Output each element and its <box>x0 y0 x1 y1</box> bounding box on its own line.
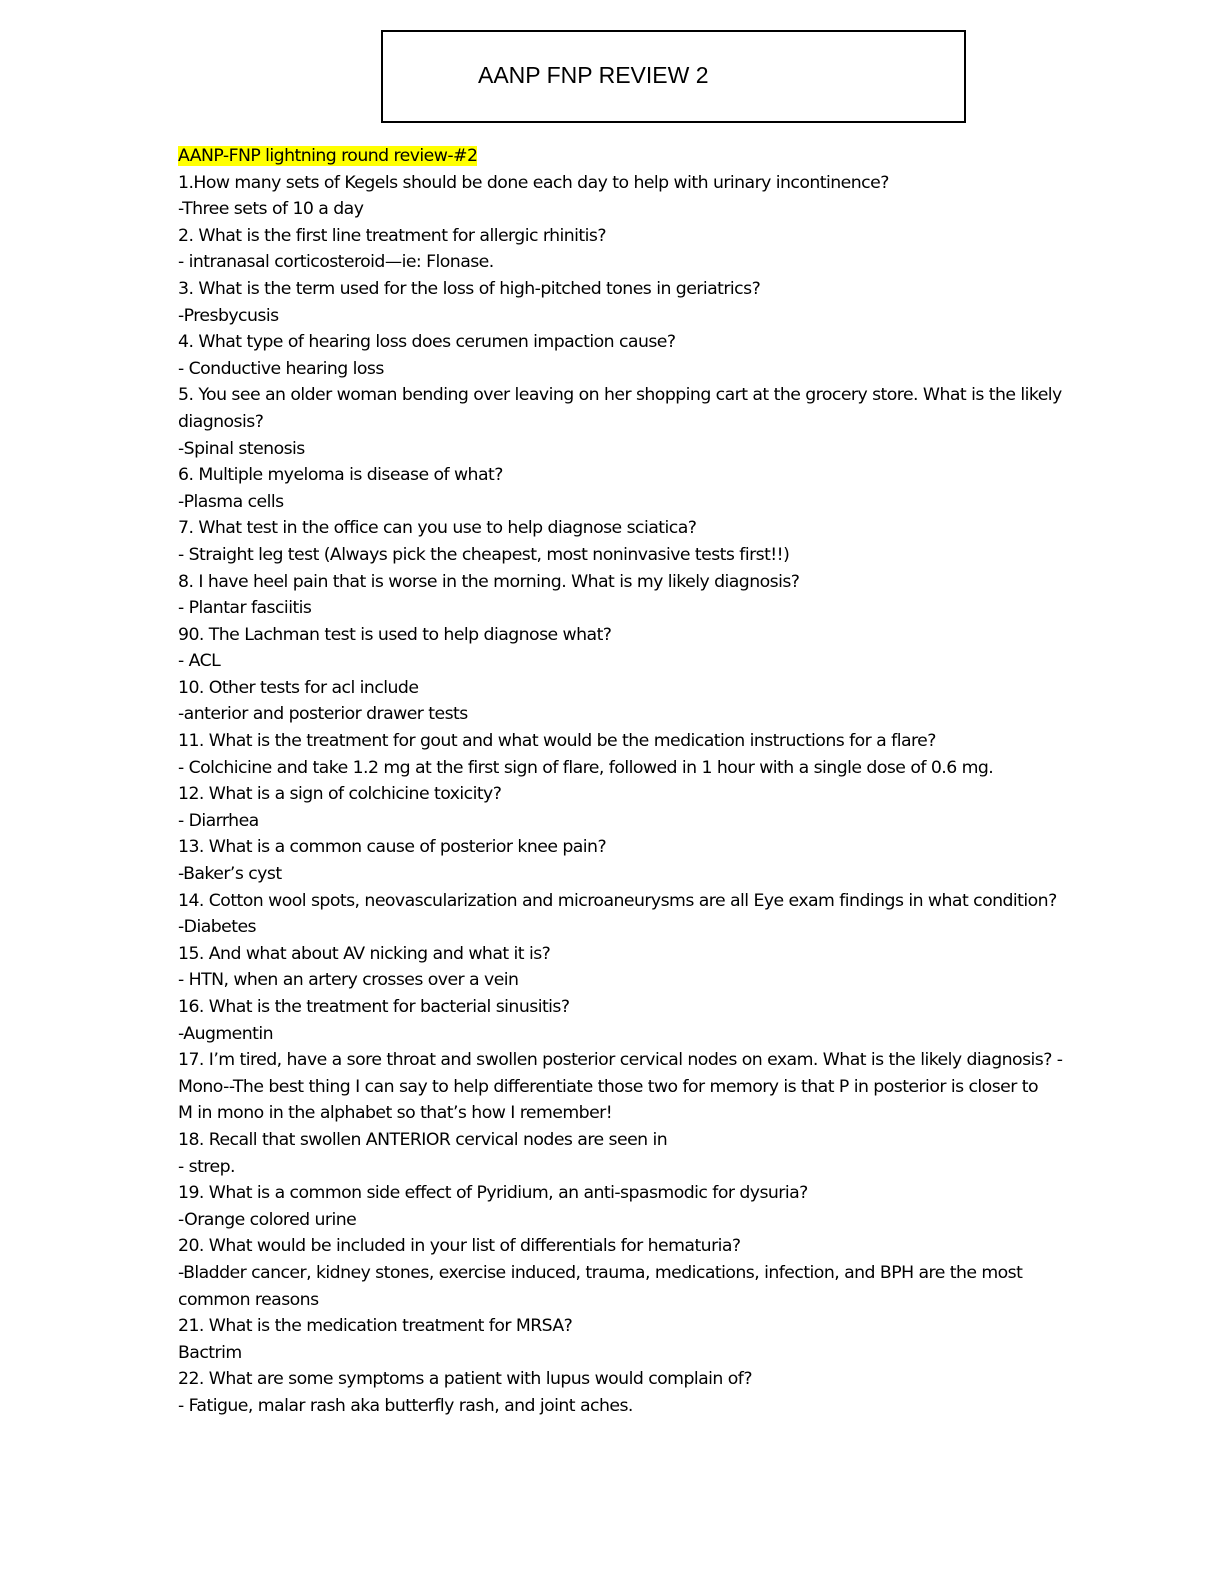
text-line: diagnosis? <box>178 411 264 432</box>
text-line: 1.How many sets of Kegels should be done each day to help with urinary incontinence? <box>178 172 889 193</box>
text-line: 19. What is a common side effect of Pyridium, an anti-spasmodic for dysuria? <box>178 1183 808 1204</box>
text-line: Mono--The best thing I can say to help differentiate those two for memory is that P in posterior is closer to <box>178 1076 1038 1097</box>
text-line: 7. What test in the office can you use to help diagnose sciatica? <box>178 518 697 539</box>
text-line: -Three sets of 10 a day <box>178 199 364 220</box>
text-line: -Presbycusis <box>178 305 279 326</box>
text-line: -Plasma cells <box>178 491 284 512</box>
text-line: 90. The Lachman test is used to help diagnose what? <box>178 624 612 645</box>
text-line: 16. What is the treatment for bacterial sinusitis? <box>178 997 570 1017</box>
text-line: 14. Cotton wool spots, neovascularization and microaneurysms are all Eye exam findings in what condition? <box>178 890 1057 911</box>
text-line: 18. Recall that swollen ANTERIOR cervical nodes are seen in <box>178 1129 668 1150</box>
text-line: -Baker’s cyst <box>178 864 282 885</box>
text-line: - HTN, when an artery crosses over a vein <box>178 970 519 991</box>
text-line: - Plantar fasciitis <box>178 598 312 619</box>
text-line: 15. And what about AV nicking and what it is? <box>178 943 551 964</box>
text-line: - strep. <box>178 1156 235 1177</box>
text-line: 8. I have heel pain that is worse in the morning. What is my likely diagnosis? <box>178 571 800 592</box>
text-line: 17. I’m tired, have a sore throat and swollen posterior cervical nodes on exam. What is the likely diagnosis? - <box>178 1050 1063 1071</box>
text-line: 22. What are some symptoms a patient with lupus would complain of? <box>178 1369 752 1390</box>
text-line: - Straight leg test (Always pick the cheapest, most noninvasive tests first!!) <box>178 544 790 565</box>
text-line: - Fatigue, malar rash aka butterfly rash, and joint aches. <box>178 1395 633 1416</box>
text-line: 13. What is a common cause of posterior knee pain? <box>178 837 607 858</box>
text-line: -Bladder cancer, kidney stones, exercise induced, trauma, medications, infection, and BPH are the most <box>178 1262 1023 1283</box>
text-line: 12. What is a sign of colchicine toxicity? <box>178 784 502 805</box>
text-line: -Orange colored urine <box>178 1209 357 1230</box>
text-line: M in mono in the alphabet so that’s how I remember! <box>178 1103 613 1124</box>
text-line: 3. What is the term used for the loss of high-pitched tones in geriatrics? <box>178 278 761 299</box>
text-line: - Colchicine and take 1.2 mg at the first sign of flare, followed in 1 hour with a single dose of 0.6 mg. <box>178 757 994 778</box>
text-line: Bactrim <box>178 1342 242 1363</box>
text-line: - Diarrhea <box>178 810 259 831</box>
text-line: 4. What type of hearing loss does cerumen impaction cause? <box>178 332 676 353</box>
section-heading-line <box>178 143 1148 170</box>
text-line: -Diabetes <box>178 917 256 938</box>
text-line: -Augmentin <box>178 1023 274 1044</box>
text-line: -Spinal stenosis <box>178 438 305 459</box>
text-line: 11. What is the treatment for gout and what would be the medication instructions for a flare? <box>178 731 936 752</box>
document-body <box>178 143 1148 1420</box>
text-line: - ACL <box>178 651 221 672</box>
text-line: 6. Multiple myeloma is disease of what? <box>178 465 503 486</box>
text-line: 2. What is the first line treatment for allergic rhinitis? <box>178 225 606 246</box>
text-line: - intranasal corticosteroid—ie: Flonase. <box>178 252 494 273</box>
text-line: 10. Other tests for acl include <box>178 677 419 698</box>
document-title: AANP FNP REVIEW 2 <box>478 62 709 88</box>
text-line: 20. What would be included in your list of differentials for hematuria? <box>178 1236 741 1257</box>
text-line: - Conductive hearing loss <box>178 358 384 379</box>
text-line: -anterior and posterior drawer tests <box>178 704 468 725</box>
text-line: common reasons <box>178 1289 319 1310</box>
title-box <box>381 30 966 123</box>
text-line: 21. What is the medication treatment for MRSA? <box>178 1316 573 1337</box>
text-line: 5. You see an older woman bending over leaving on her shopping cart at the grocery store. What is the likely <box>178 385 1062 406</box>
section-heading: AANP-FNP lightning round review-#2 <box>178 146 478 166</box>
